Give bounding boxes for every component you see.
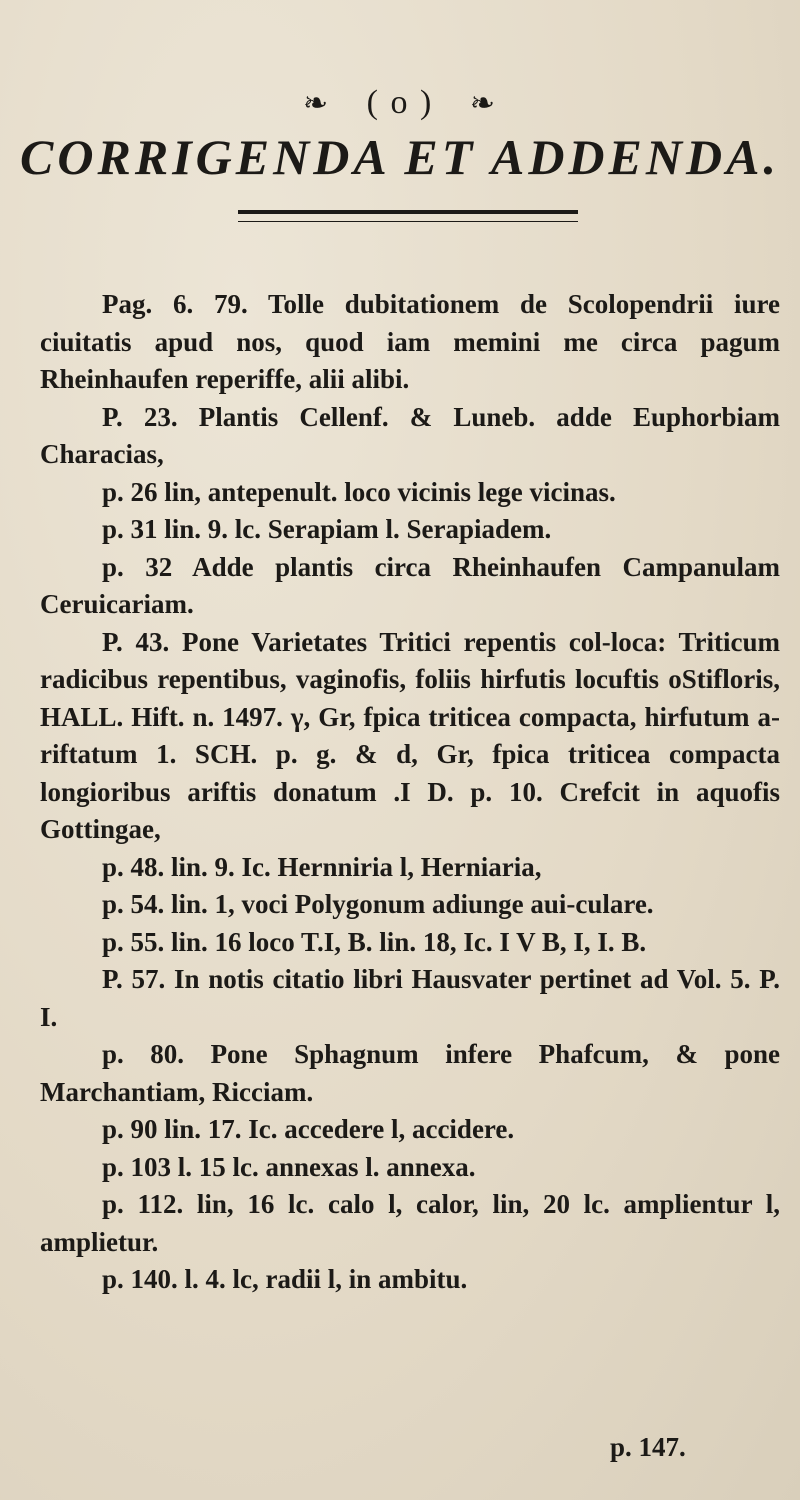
folio-mark: ( o ): [366, 84, 434, 121]
errata-entry: p. 48. lin. 9. Ic. Hernniria l, Herniaria,: [102, 851, 542, 882]
errata-list: [40, 286, 780, 1299]
title-rule: [238, 210, 578, 222]
fleuron-left-icon: ❧: [303, 87, 331, 120]
errata-entry: Pag. 6. 79. Tolle dubitationem de Scolopendrii iure ciuitatis apud nos, quod iam memini me circa pagum Rheinhaufen reperiffe, alii alibi.: [40, 289, 780, 394]
errata-entry: p. 140. l. 4. lc, radii l, in ambitu.: [102, 1264, 468, 1294]
errata-entry: P. 23. Plantis Cellenf. & Luneb. adde Euphorbiam Characias,: [40, 401, 780, 469]
errata-entry: P. 43. Pone Varietates Tritici repentis col-loca: Triticum radicibus repentibus, vaginofis, foliis hirfutis locuftis oStifloris, HALL. Hift. n. 1497. γ, Gr, fpica triticea compacta, hirfutum a-riftatum 1. SCH. p. g. & d, Gr, fpica triticea compacta longioribus ariftis donatum .I D. p. 10. Crefcit in aquofis Gottingae,: [40, 626, 780, 844]
errata-entry: p. 26 lin, antepenult. loco vicinis lege vicinas.: [102, 476, 616, 507]
errata-entry: p. 31 lin. 9. lc. Serapiam l. Serapiadem.: [102, 514, 552, 544]
errata-entry: p. 103 l. 15 lc. annexas l. annexa.: [102, 1151, 476, 1182]
errata-entry: p. 55. lin. 16 loco T.I, B. lin. 18, Ic. I V B, I, I. B.: [102, 926, 647, 957]
errata-entry: p. 90 lin. 17. Ic. accedere l, accidere.: [102, 1114, 515, 1144]
catchword: p. 147.: [610, 1432, 686, 1462]
errata-entry: p. 54. lin. 1, voci Polygonum adiunge aui-culare.: [102, 889, 654, 919]
errata-entry: p. 112. lin, 16 lc. calo l, calor, lin, 20 lc. amplientur l, amplietur.: [40, 1189, 780, 1257]
errata-entry: p. 80. Pone Sphagnum infere Phafcum, & pone Marchantiam, Ricciam.: [40, 1039, 780, 1107]
errata-entry: p. 32 Adde plantis circa Rheinhaufen Campanulam Ceruicariam.: [40, 551, 780, 619]
header-ornament-row: [0, 84, 800, 122]
page-title: CORRIGENDA ET ADDENDA.: [20, 129, 780, 185]
fleuron-right-icon: ❧: [469, 87, 497, 120]
errata-entry: P. 57. In notis citatio libri Hausvater pertinet ad Vol. 5. P. I.: [40, 964, 780, 1032]
